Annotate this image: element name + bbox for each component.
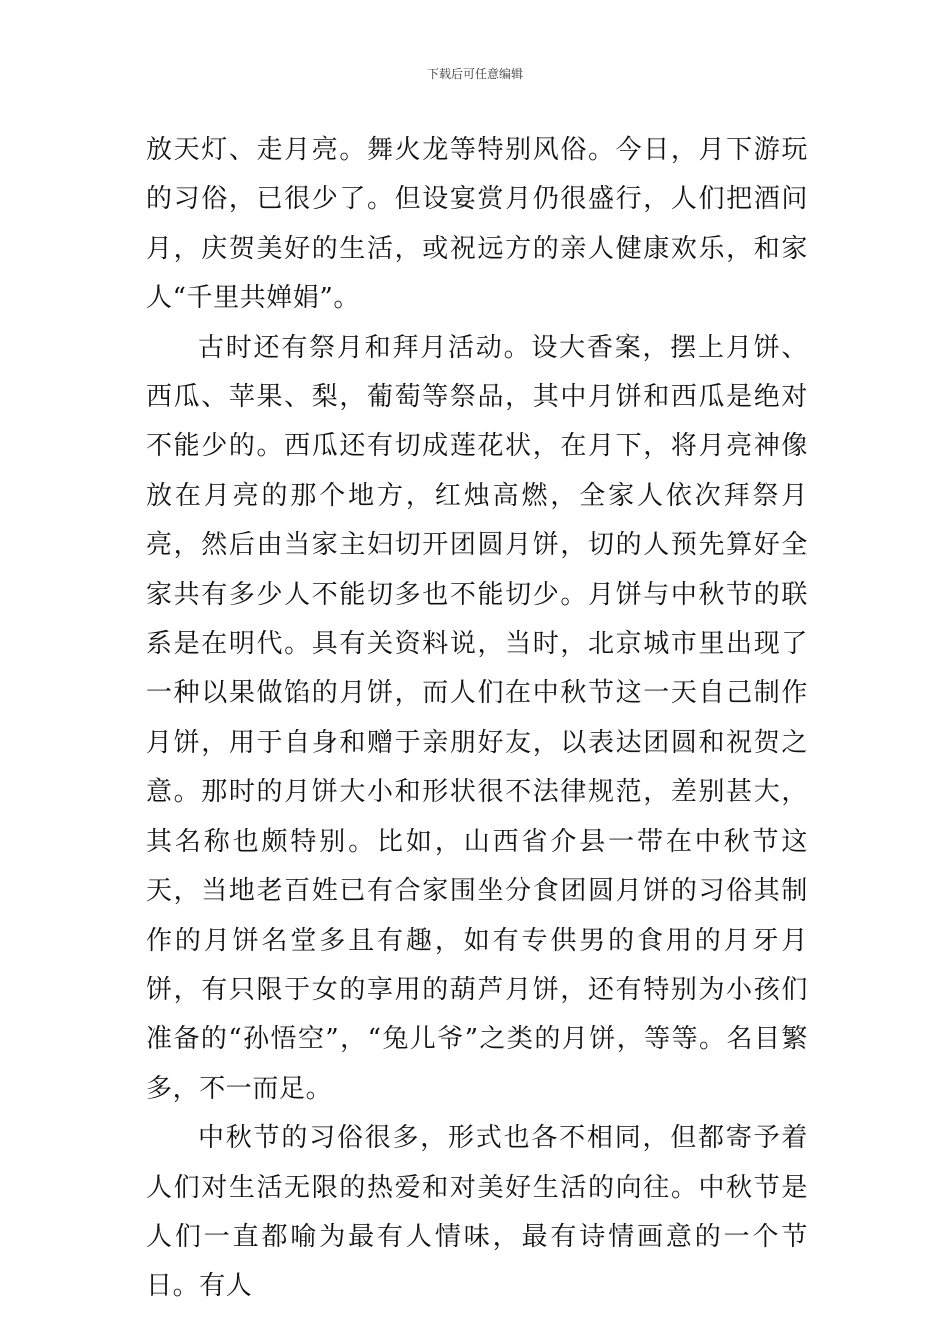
paragraph-1: 放天灯、走月亮。舞火龙等特别风俗。今日，月下游玩的习俗，已很少了。但设宴赏月仍很盛行，人们把酒问月，庆贺美好的生活，或祝远方的亲人健康欢乐，和家人“千里共婵娟”。 <box>146 135 808 314</box>
document-body <box>146 126 808 1312</box>
paragraph-3: 中秋节的习俗很多，形式也各不相同，但都寄予着人们对生活无限的热爱和对美好生活的向往。中秋节是人们一直都喻为最有人情味，最有诗情画意的一个节日。有人 <box>146 1123 808 1302</box>
page-header: 下载后可任意编辑 <box>426 67 523 81</box>
paragraph-2: 古时还有祭月和拜月活动。设大香案，摆上月饼、西瓜、苹果、梨，葡萄等祭品，其中月饼和西瓜是绝对不能少的。西瓜还有切成莲花状，在月下，将月亮神像放在月亮的那个地方，红烛高燃，全家人依次拜祭月亮，然后由当家主妇切开团圆月饼，切的人预先算好全家共有多少人不能切多也不能切少。月饼与中秋节的联系是在明代。具有关资料说，当时，北京城市里出现了一种以果做馅的月饼，而人们在中秋节这一天自己制作月饼，用于自身和赠于亲朋好友，以表达团圆和祝贺之意。那时的月饼大小和形状很不法律规范，差别甚大，其名称也颇特别。比如，山西省介县一带在中秋节这天，当地老百姓已有合家围坐分食团圆月饼的习俗其制作的月饼名堂多且有趣，如有专供男的食用的月牙月饼，有只限于女的享用的葫芦月饼，还有特别为小孩们准备的“孙悟空”，“兔儿爷”之类的月饼，等等。名目繁多，不一而足。 <box>146 332 808 1104</box>
